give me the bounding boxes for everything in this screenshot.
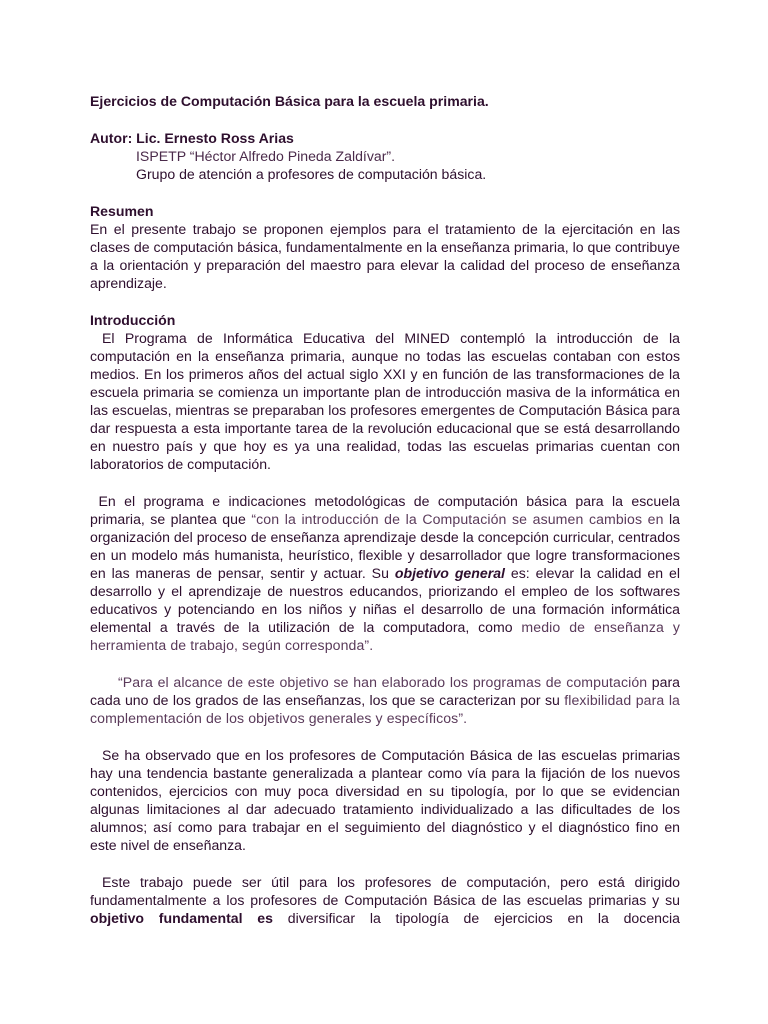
p2-quote-end: medio de enseñanza y herramienta de trabajo, según corresponda”. [90, 619, 680, 653]
resumen-heading: Resumen [90, 203, 154, 219]
p5-after: diversificar la tipología de ejercicios en la docencia [287, 910, 681, 926]
paragraph-5 [90, 873, 680, 927]
p3-middle: para cada uno de los grados de las enseñanzas, los que se caracterizan por su [90, 674, 680, 708]
affiliation-group: Grupo de atención a profesores de computación básica. [136, 166, 487, 182]
p3-quote-end: flexibilidad para la complementación de los objetivos generales y específicos”. [90, 692, 680, 726]
intro-heading: Introducción [90, 312, 176, 328]
paragraph-3 [90, 673, 680, 727]
intro-paragraph-1: El Programa de Informática Educativa del MINED contempló la introducción de la computación en la enseñanza primaria, aunque no todas las escuelas contaban con estos medios. En los primeros años del actual siglo XXI y en función de las transformaciones de la escuela primaria se comienza un importante plan de introducción masiva de la informática en las escuelas, mientras se preparaban los profesores emergentes de Computación Básica para dar respuesta a esta importante tarea de la revolución educacional que se está desarrollando en nuestro país y que hoy es ya una realidad, todas las escuelas primarias cuentan con laboratorios de computación. [90, 330, 680, 472]
affiliation-institute: ISPETP “Héctor Alfredo Pineda Zaldívar”. [136, 148, 396, 164]
p5-emphasis: objetivo fundamental es [90, 910, 273, 926]
p2-lead: En el programa e indicaciones metodológicas de computación básica para la escuela primaria, se plantea que [90, 493, 681, 527]
p2-after: es: elevar la calidad en el desarrollo y el aprendizaje de nuestros educandos, priorizando el empleo de los softwares educativos y potenciando en los niños y niñas el desarrollo de una formación informática elemental a través de la utilización de la computadora, como [90, 565, 680, 635]
p2-quote-start: “con la introducción de la Computación se asumen cambios en [245, 511, 664, 527]
document-title: Ejercicios de Computación Básica para la escuela primaria. [90, 93, 489, 109]
p3-quote-start: “Para el alcance de este objetivo se han elaborado los programas de computación [118, 674, 648, 690]
paragraph-4: Se ha observado que en los profesores de Computación Básica de las escuelas primarias hay una tendencia bastante generalizada a plantear como vía para la fijación de los nuevos contenidos, ejercicios con muy poca diversidad en su tipología, por lo que se evidencian algunas limitaciones al dar adecuado tratamiento individualizado a las dificultades de los alumnos; así como para trabajar en el seguimiento del diagnóstico y el diagnóstico fino en este nivel de enseñanza. [90, 747, 680, 853]
p2-middle: la organización del proceso de enseñanza aprendizaje desde la concepción curricular, centrados en un modelo más humanista, heurístico, flexible y desarrollador que logre transformaciones en las maneras de pensar, sentir y actuar. Su [90, 511, 680, 581]
paragraph-2 [90, 492, 680, 654]
resumen-text: En el presente trabajo se proponen ejemplos para el tratamiento de la ejercitación en las clases de computación básica, fundamentalmente en la enseñanza primaria, lo que contribuye a la orientación y preparación del maestro para elevar la calidad del proceso de enseñanza aprendizaje. [90, 221, 680, 291]
author-line: Autor: Lic. Ernesto Ross Arias [90, 130, 294, 146]
p2-emphasis: objetivo general [394, 565, 505, 581]
p5-lead: Este trabajo puede ser útil para los profesores de computación, pero está dirigido fundamentalmente a los profesores de Computación Básica de las escuelas primarias y su [90, 874, 680, 908]
